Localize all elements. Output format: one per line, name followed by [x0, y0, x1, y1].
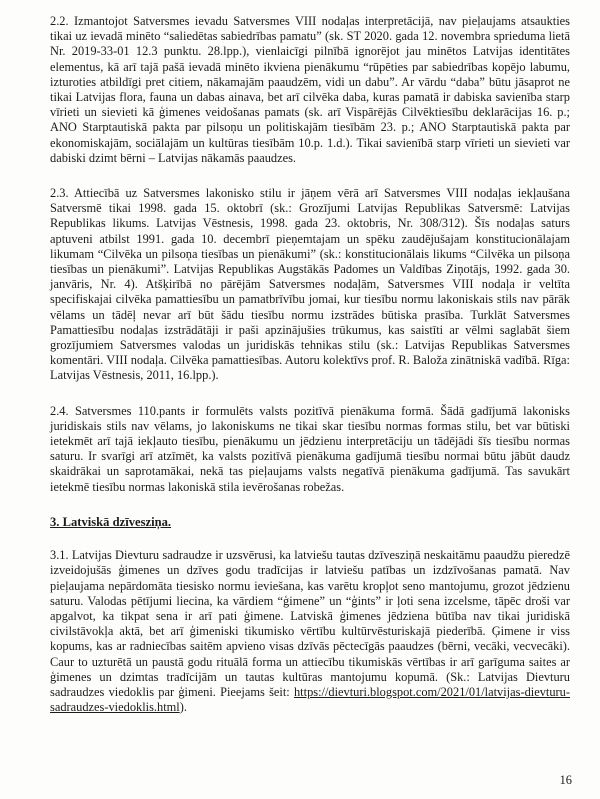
paragraph-3-1: [50, 548, 570, 715]
dievturi-link[interactable]: https://dievturi.blogspot.com/2021/01/latvijas-dievturu-sadraudzes-viedoklis.html: [50, 684, 570, 715]
paragraph-2-2: 2.2. Izmantojot Satversmes ievadu Satversmes VIII nodaļas interpretācijā, nav pieļaujams atsaukties tikai uz ievadā minēto “saliedētas sabiedrības pamatu” (sk. ST 2020. gada 12. novembra sprieduma lietā Nr. 2019-33-01 12.3 punktu. 28.lpp.), vienlaicīgi pilnībā ignorējot jau minētos Latvijas identitātes elementus, kā arī tajā pašā ievadā minēto ikviena pienākumu “rūpēties par sabiedrības kopējo labumu, izturoties atbildīgi pret citiem, nākamajām paaudzēm, vidi un dabu”. Ar vārdu “daba” būtu jāsaprot ne tikai Latvijas flora, fauna un dabas ainava, bet arī cilvēka daba, kuras pamatā ir dabiska savienība starp vīrieti un sievieti kā ģimenes veidošanas pamats (sk. arī Vispārējās Cilvēktiesību deklarācijas 16. p.; ANO Starptautiskā pakta par pilsoņu un politiskajām tiesībām 23. p.; ANO Starptautiskā pakta par ekonomiskajām, sociālajām un kultūras tiesībām 10.p. 1.d.). Tikai savienībā starp vīrieti un sievieti var dabiski dzimt bērni – Latvijas nākamās paaudzes.: [50, 14, 570, 165]
paragraph-3-1-end: ).: [179, 700, 187, 715]
paragraph-2-4: 2.4. Satversmes 110.pants ir formulēts valsts pozitīvā pienākuma formā. Šādā gadījumā lakonisks juridiskais stils nav vēlams, jo lakoniskums ne tikai skar tiesību normas formas stilu, bet var būtiski ietekmēt arī tajā iekļauto tiesību, pienākumu un jēdzienu interpretāciju un tādējādi šīs tiesību normas saturu. Ir svarīgi arī atzīmēt, ka valsts pozitīvā pienākuma gadījumā tiesību normai būtu jābūt daudz skaidrākai un saprotamākai, nekā tas pieļaujams valsts negatīvā pienākuma gadījumā. Tas savukārt ietekmē tiesību normas lakoniskā stila ievērošanas robežas.: [50, 403, 570, 494]
page-number: 16: [559, 773, 572, 787]
paragraph-2-3: 2.3. Attiecībā uz Satversmes lakonisko stilu ir jāņem vērā arī Satversmes VIII nodaļas iekļaušana Satversmē tikai 1998. gada 15. oktobrī (sk.: Grozījumi Latvijas Republikas Satversmē: Latvijas Republikas likums. Latvijas Vēstnesis, 1998. gada 23. oktobris, Nr. 308/312). Šīs nodaļas saturs aptuveni atbilst 1991. gada 10. decembrī pieņemtajam un spēku zaudējušajam konstitucionālajam likumam “Cilvēka un pilsoņa tiesības un pienākumi” (sk.: konstitucionālais likums “Cilvēka un pilsoņa tiesības un pienākumi”. Latvijas Republikas Augstākās Padomes un Valdības Ziņotājs, 1992. gada 30. janvāris, Nr. 4). Atšķirībā no pārējām Satversmes nodaļām, Satversmes VIII nodaļa ir veltīta specifiskajai cilvēka pamattiesību un pamatbrīvību jomai, kur tiesību normu lakoniskais stils nav pārāk vēlams un tādēļ nevar arī būt šādu tiesību normu izstrādes būtiska prasība. Turklāt Satversmes Pamattiesību nodaļas izstrādātāji ir paši apzinājušies trūkumus, kas saistīti ar vēlmi saglabāt šiem grozījumiem Satversmes valodas un juridiskās tehnikas stilu (sk.: Latvijas Republikas Satversmes komentāri. VIII nodaļa. Cilvēka pamattiesības. Autoru kolektīvs prof. R. Baloža zinātniskā vadībā. Rīga: Latvijas Vēstnesis, 2011, 16.lpp.).: [50, 186, 570, 383]
paragraph-3-1-text: 3.1. Latvijas Dievturu sadraudze ir uzsvērusi, ka latviešu tautas dzīvesziņā neskaitāmu paaudžu pieredzē izveidojušās ģimenes un dzīves godu tradīcijas ir latviešu patības un izdzīvošanas pamatā. Nav pieļaujama nepārdomāta tiesisko normu ieviešana, kas varētu kropļot seno mantojumu, grozot jēdzienu saturu. Valodas pētījumi liecina, ka vārdiem “ģimene” un “ģints” ir ļoti sena izcelsme, tāpēc droši var apgalvot, ka tikpat sena ir arī pati ģimene. Latviskā ģimenes jēdziena būtība nav tikai juridiskā civilstāvokļa aktā, bet arī ģimeniski tikumisko vērtību kultūrvēsturiskajā piederībā. Ģimene ir viss kopums, kas ar radniecības saitēm apvieno visas dzīvās pēctecīgās paaudzes (bērni, vecāki, vecvecāki). Caur to uzturētā un paustā godu rituālā forma un attiecību tikumiskās vērtības ir arī garīguma saites ar ģimenes un dzimtas tradīcijām un tautas kultūras mantojumu kopumā. (Sk.: Latvijas Dievturu sadraudzes viedoklis par ģimeni. Pieejams šeit:: [50, 548, 570, 699]
section-3-heading: 3. Latviskā dzīvesziņa.: [50, 514, 172, 529]
document-body: [50, 14, 570, 735]
